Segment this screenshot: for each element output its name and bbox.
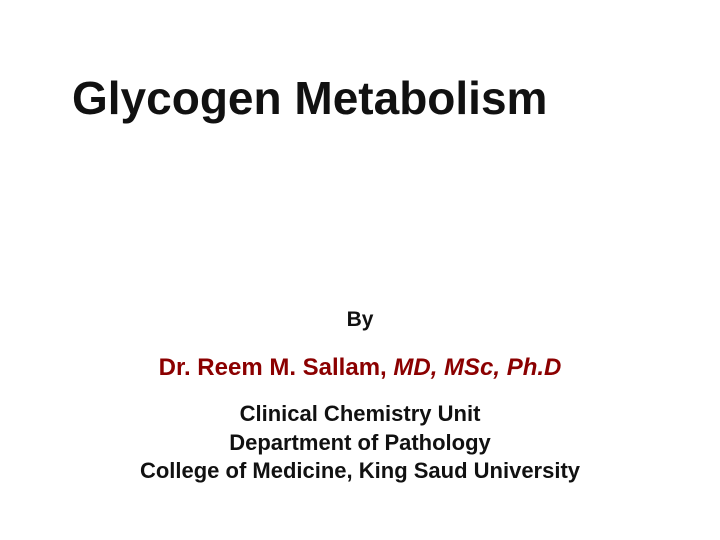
- author-name: Dr. Reem M. Sallam,: [158, 354, 394, 381]
- by-label: By: [346, 308, 374, 331]
- affiliation-department: Department of Pathology: [229, 429, 491, 455]
- affiliation-block: [0, 400, 720, 486]
- affiliation-unit: Clinical Chemistry Unit: [239, 401, 481, 426]
- author-line: [0, 354, 720, 382]
- affiliation-college: College of Medicine, King Saud University: [139, 458, 581, 484]
- slide-title: Glycogen Metabolism: [72, 72, 548, 124]
- author-degrees: MD, MSc, Ph.D: [393, 354, 562, 381]
